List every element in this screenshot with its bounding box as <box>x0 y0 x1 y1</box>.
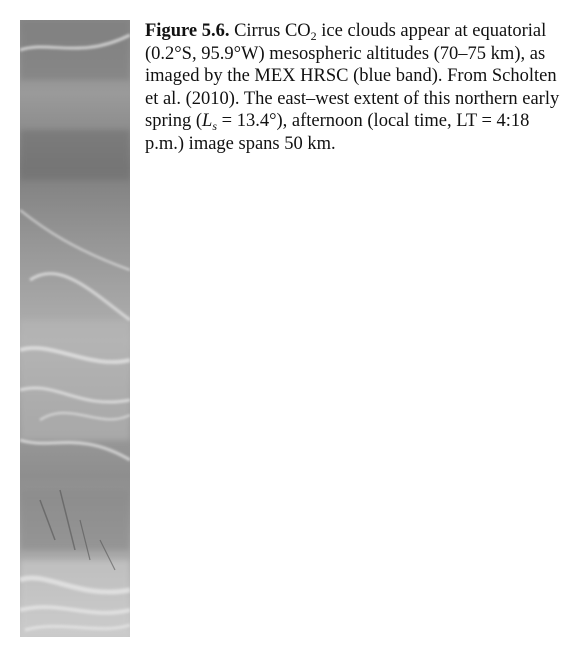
caption-text-3: = 13.4°), afternoon (local time, LT = 4:18 p.m.) image spans 50 km. <box>145 110 530 155</box>
ls-subscript: s <box>212 118 218 133</box>
caption-text-2: ice clouds appear at equatorial (0.2°S, 95.9°W) mesospheric altitudes (70–75 km), as imaged by the MEX HRSC (blue band). From Scholten et al. (2010). The east–west extent of this northern early spring ( <box>145 21 560 131</box>
cirrus-cloud-image <box>20 20 130 637</box>
cloud-texture <box>20 20 130 637</box>
figure-caption <box>145 20 560 155</box>
caption-text-1: Cirrus CO <box>229 21 311 41</box>
figure-label: Figure 5.6. <box>145 21 230 41</box>
ls-symbol: L <box>202 110 213 131</box>
co2-subscript: 2 <box>310 29 317 43</box>
